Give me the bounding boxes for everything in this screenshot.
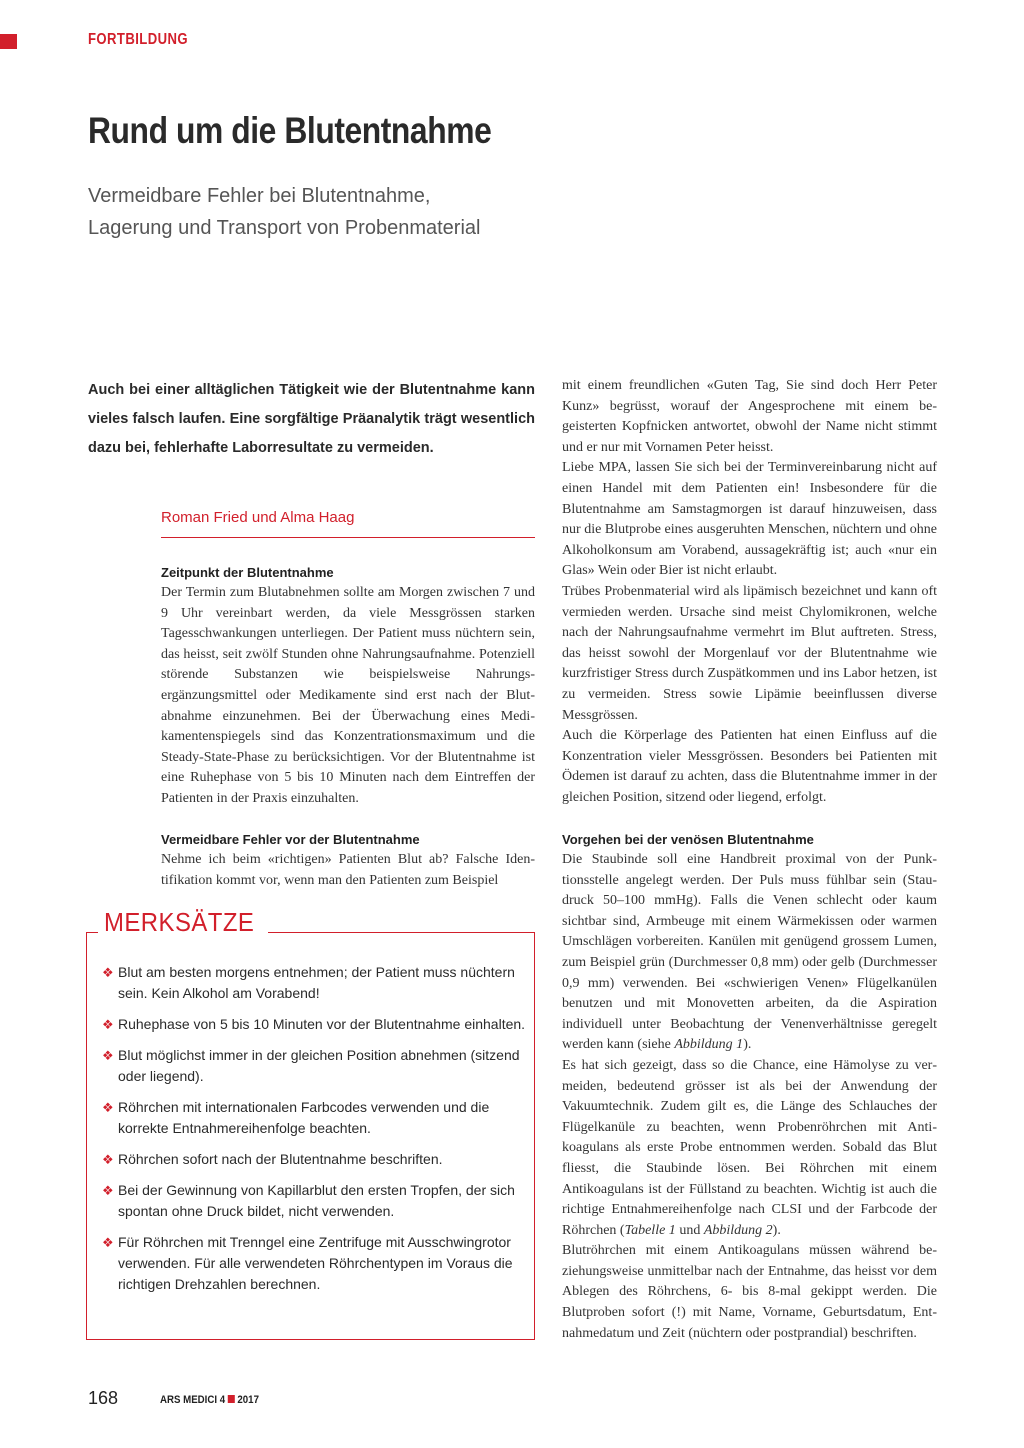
section-heading-vorgehen: Vorgehen bei der venösen Blutentnahme [562, 832, 814, 847]
key-point-text: Ruhephase von 5 bis 10 Minuten vor der Blutentnahme einhalten. [118, 1016, 526, 1032]
paragraph [562, 1056, 937, 1241]
key-point-text: Für Röhrchen mit Trenngel eine Zentrifuge mit Ausschwingrotor verwenden. Für alle verwendeten Röhrchentypen im Voraus die richtigen Drehzahlen berechnen. [118, 1234, 513, 1292]
journal-info [160, 1394, 259, 1406]
left-column-section-2 [161, 830, 535, 891]
key-points-title: MERKSÄTZE [104, 907, 255, 937]
key-point-text: Blut möglichst immer in der gleichen Position abnehmen (sitzend oder liegend). [118, 1047, 520, 1084]
text-run: ). [772, 1222, 781, 1238]
subtitle-line-2: Lagerung und Transport von Probenmaterial [88, 217, 481, 239]
key-point-item [102, 1180, 527, 1222]
table-reference: Tabelle 1 [624, 1222, 676, 1238]
article-title: Rund um die Blutentnahme [88, 110, 492, 151]
footer-square-icon [228, 1395, 235, 1403]
key-point-item [102, 1045, 527, 1087]
text-run: und [675, 1222, 704, 1238]
key-point-text: Röhrchen mit internationalen Farbcodes verwenden und die korrekte Entnahmereihenfolge beachten. [118, 1099, 490, 1136]
right-column-body [562, 376, 937, 808]
figure-reference: Abbildung 1 [674, 1037, 744, 1053]
key-point-text: Röhrchen sofort nach der Blutentnahme beschriften. [118, 1151, 443, 1167]
section-heading-zeitpunkt: Zeitpunkt der Blutentnahme [161, 565, 334, 580]
right-column-top [562, 376, 937, 808]
diamond-bullet-icon: ❖ [102, 1152, 114, 1167]
key-point-item [102, 962, 527, 1004]
article-lead: Auch bei einer alltäglichen Tätigkeit wie der Blutentnahme kann vieles falsch laufen. Eine sorgfältige Präanalytik trägt wesentlich dazu bei, fehlerhafte Laborresultate zu vermeiden. [88, 382, 535, 456]
key-points-list [102, 962, 527, 1305]
journal-year: 2017 [237, 1394, 259, 1406]
paragraph: Auch die Körperlage des Patienten hat einen Einfluss auf die Konzentration vieler Messgrössen. Besonders bei Patienten mit Ödemen ist darauf zu achten, dass die Blutentnahme immer in der gleichen Position, sitzend oder liegend, erfolgt. [562, 728, 937, 805]
text-run: Es hat sich gezeigt, dass so die Chance, eine Hämolyse zu vermeiden, bedeutend grösser ist als bei der Anwendung der Vakuumtechnik. Zudem gilt es, die Länge des Schlauches der Flügelkanüle zu beachten, wenn Probenröhrchen mit Antikoagulans als erste Probe entnommen werden. Sobald das Blut fliesst, die Staubinde lösen. Bei Röhrchen mit einem Antikoagulans ist der Füllstand zu beachten. Wichtig ist auch die richtige Entnahmereihenfolge nach CLSI und der Farbcode der Röhrchen ( [562, 1057, 937, 1238]
diamond-bullet-icon: ❖ [102, 1183, 114, 1198]
key-point-item [102, 1097, 527, 1139]
key-point-item [102, 1232, 527, 1295]
authors-divider [161, 537, 535, 538]
article-subtitle [88, 180, 480, 244]
key-point-item [102, 1014, 527, 1035]
key-point-text: Bei der Gewinnung von Kapillarblut den ersten Tropfen, der sich spontan ohne Druck bildet, nicht verwenden. [118, 1182, 515, 1219]
left-column-section-1 [161, 563, 535, 810]
journal-name: ARS MEDICI 4 [160, 1394, 226, 1406]
section-marker-square [0, 34, 17, 49]
section-text-zeitpunkt: Der Termin zum Blutabnehmen sollte am Morgen zwischen 7 und 9 Uhr vereinbart werden, da viele Messgrössen starken Tagesschwankungen unterliegen. Der Patient muss nüchtern sein, das heisst, seit zwölf Stunden ohne Nahrungsaufnahme. Potenziell störende Substanzen wie beispielsweise Nahrungsergänzungsmittel oder Medikamente sind erst nach der Blutabnahme einzunehmen. Bei der Überwachung eines Medikamentenspiegels sind das Konzentrationsmaximum und die Steady-State-Phase zu berücksichtigen. Vor der Blutentnahme ist eine Ruhephase von 5 bis 10 Minuten nach dem Eintreffen der Patienten in der Praxis einzuhalten. [161, 585, 535, 806]
key-point-text: Blut am besten morgens entnehmen; der Patient muss nüchtern sein. Kein Alkohol am Vorabend! [118, 964, 515, 1001]
paragraph: Blutröhrchen mit einem Antikoagulans müssen während beziehungsweise unmittelbar nach der Entnahme, das heisst vor dem Ablegen des Röhrchens, 6- bis 8-mal gekippt werden. Die Blutproben sofort (!) mit Name, Vorname, Geburtsdatum, Entnahmedatum und Zeit (nüchtern oder postprandial) beschriften. [562, 1243, 937, 1341]
section-heading-fehler: Vermeidbare Fehler vor der Blutentnahme [161, 832, 420, 847]
page-number: 168 [88, 1388, 119, 1408]
section-label: FORTBILDUNG [88, 31, 188, 48]
section-text-fehler: Nehme ich beim «richtigen» Patienten Blut ab? Falsche Identifikation kommt vor, wenn man den Patienten zum Beispiel [161, 852, 535, 888]
text-run: ). [743, 1037, 752, 1053]
right-column-bottom [562, 830, 937, 1344]
box-border-top-left [86, 932, 98, 933]
paragraph: Trübes Probenmaterial wird als lipämisch bezeichnet und kann oft vermieden werden. Ursache sind meist Chylomikronen, welche nach der Nahrungsaufnahme vermehrt im Blut auftreten. Stress, das heisst sowohl der Morgenlauf vor der Blutentnahme wie kurzfristiger Stress durch Zuspätkommen und ins Labor hetzen, ist zu vermeiden. Stress sowie Lipämie beeinflussen diverse Messgrössen. [562, 583, 937, 723]
diamond-bullet-icon: ❖ [102, 1017, 114, 1032]
paragraph: mit einem freundlichen «Guten Tag, Sie sind doch Herr Peter Kunz» begrüsst, worauf der Angesprochene mit einem begeisterten Kopfnicken antwortet, obwohl der Name nicht stimmt und er nur mit Vornamen Peter heisst. [562, 378, 937, 455]
section-text-vorgehen [562, 850, 937, 1344]
diamond-bullet-icon: ❖ [102, 1100, 114, 1115]
paragraph [562, 850, 937, 1056]
subtitle-line-1: Vermeidbare Fehler bei Blutentnahme, [88, 185, 431, 207]
diamond-bullet-icon: ❖ [102, 1235, 114, 1250]
diamond-bullet-icon: ❖ [102, 1048, 114, 1063]
figure-reference: Abbildung 2 [703, 1222, 773, 1238]
key-point-item [102, 1149, 527, 1170]
paragraph: Liebe MPA, lassen Sie sich bei der Terminvereinbarung nicht auf einen Handel mit dem Patienten ein! Insbesondere für die Blutentnahme am Samstagmorgen ist darauf hinzuweisen, dass nur die Blutprobe eines ausgeruhten Menschen, nüchtern und ohne Alkoholkonsum am Vorabend, aussagekräftig ist; auch «nur ein Glas» Wein oder Bier ist nicht erlaubt. [562, 460, 937, 579]
diamond-bullet-icon: ❖ [102, 965, 114, 980]
text-run: Die Staubinde soll eine Handbreit proximal von der Punktionsstelle angelegt werden. Der Puls muss fühlbar sein (Staudruck 50–100 mmHg). Falls die Venen schlecht oder kaum sichtbar sind, Armbeuge mit einem Wärmekissen oder warmen Umschlägen vorbereiten. Kanülen mit genügend grossem Lumen, zum Beispiel grün (Durchmesser 0,8 mm) oder gelb (Durchmesser 0,9 mm) verwenden. Bei «schwierigen Venen» Flügelkanülen benutzen und mit Monovetten arbeiten, da die Aspiration individuell unter Beobachtung der Venenverhältnisse geregelt werden kann (siehe [562, 852, 937, 1053]
box-border-top-right [268, 932, 535, 933]
article-authors: Roman Fried und Alma Haag [161, 509, 355, 526]
